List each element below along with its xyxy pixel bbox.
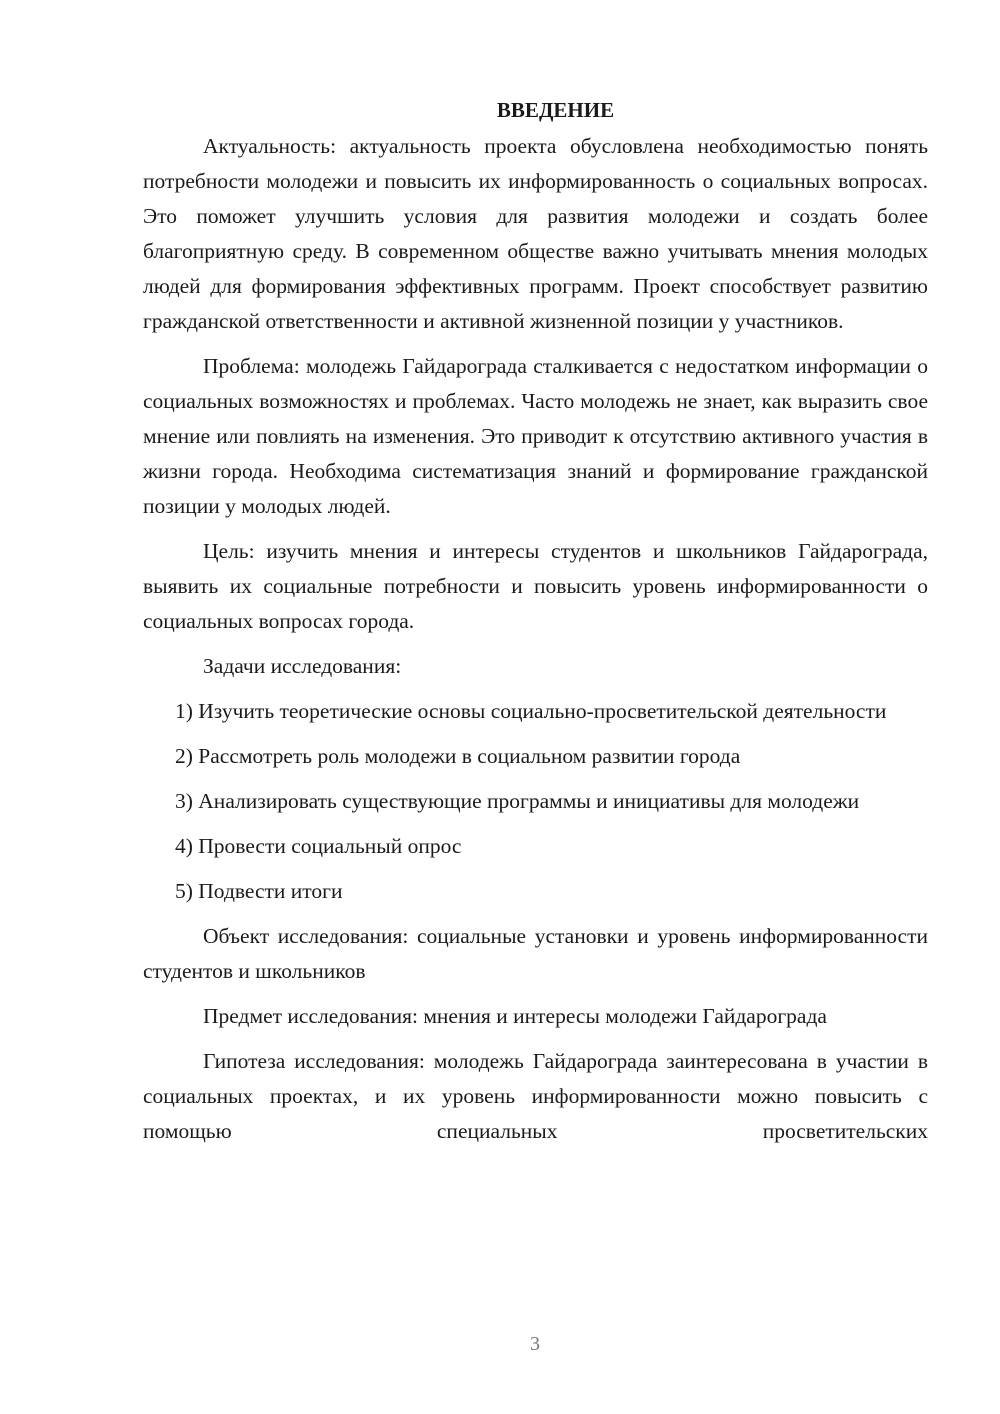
paragraph-tasks-heading: Задачи исследования: xyxy=(203,654,402,678)
paragraph-problem: Проблема: молодежь Гайдарограда сталкивается с недостатком информации о социальных возможностях и проблемах. Часто молодежь не знает, как выразить свое мнение или повлиять на изменения. Это приводит к отсутствию активного участия в жизни города. Необходима систематизация знаний и формирование гражданской позиции у молодых людей. xyxy=(143,354,928,518)
task-item-2: 2) Рассмотреть роль молодежи в социальном развитии города xyxy=(175,744,741,768)
section-title: ВВЕДЕНИЕ xyxy=(496,98,615,122)
page-number: 3 xyxy=(530,1333,540,1355)
task-item-3: 3) Анализировать существующие программы и инициативы для молодежи xyxy=(175,789,860,813)
page-content xyxy=(143,95,928,1159)
task-item-1: 1) Изучить теоретические основы социально-просветительской деятельности xyxy=(175,699,887,723)
task-item-4: 4) Провести социальный опрос xyxy=(175,834,462,858)
paragraph-subject: Предмет исследования: мнения и интересы молодежи Гайдарограда xyxy=(203,1004,827,1028)
paragraph-object: Объект исследования: социальные установки и уровень информированности студентов и школьников xyxy=(143,924,928,983)
paragraph-goal: Цель: изучить мнения и интересы студентов и школьников Гайдарограда, выявить их социальные потребности и повысить уровень информированности о социальных вопросах города. xyxy=(143,539,928,633)
paragraph-hypothesis: Гипотеза исследования: молодежь Гайдарограда заинтересована в участии в социальных проектах, и их уровень информированности можно повысить с помощью специальных просветительских xyxy=(143,1049,928,1143)
task-item-5: 5) Подвести итоги xyxy=(175,879,343,903)
paragraph-relevance: Актуальность: актуальность проекта обусловлена необходимостью понять потребности молодежи и повысить их информированность о социальных вопросах. Это поможет улучшить условия для развития молодежи и создать более благоприятную среду. В современном обществе важно учитывать мнения молодых людей для формирования эффективных программ. Проект способствует развитию гражданской ответственности и активной жизненной позиции у участников. xyxy=(143,134,928,333)
